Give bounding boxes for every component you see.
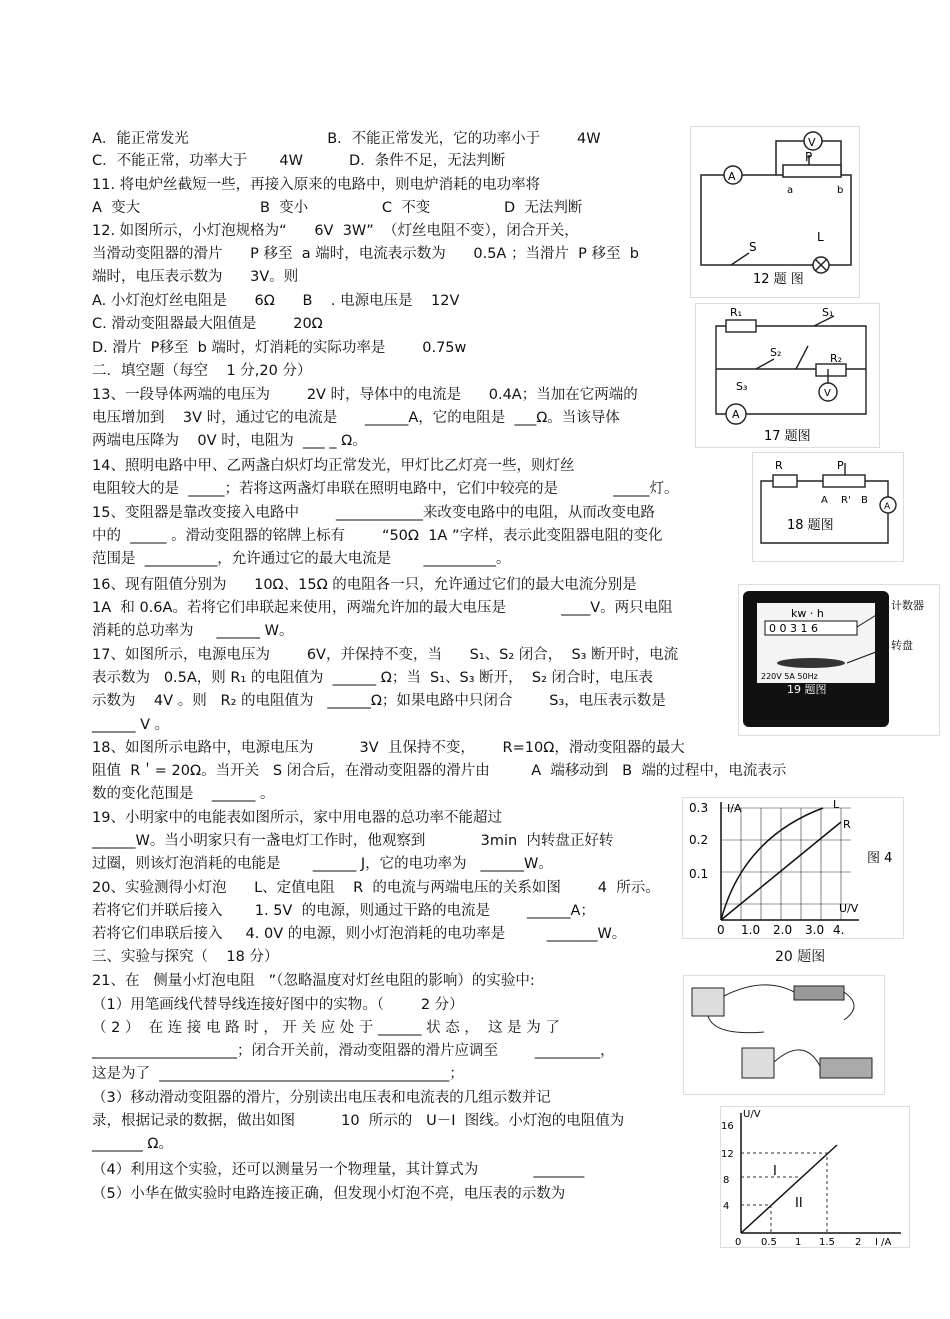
- text-line: ______W。当小明家只有一盏电灯工作时，他观察到 3min 内转盘正好转: [92, 833, 614, 849]
- y-tick: 12: [721, 1149, 734, 1160]
- text-line: 中的 _____ 。滑动变阻器的铭牌上标有 “50Ω 1A ”字样，表示此变阻器电阻的变化: [92, 528, 663, 544]
- figure-20-graph: [682, 797, 904, 939]
- text-line: （5）小华在做实验时电路连接正确，但发现小灯泡不亮，电压表的示数为: [92, 1186, 566, 1202]
- text-line: 端时，电压表示数为 3V。则: [92, 269, 299, 285]
- y-axis-label: I/A: [727, 802, 742, 815]
- x-tick: 3.0: [805, 923, 825, 937]
- series-l-label: L: [833, 798, 840, 811]
- figure-caption: 12 题 图: [753, 272, 804, 287]
- text-line: （4）利用这个实验，还可以测量另一个物理量，其计算式为 _______: [92, 1162, 585, 1178]
- region-i-label: I: [773, 1164, 777, 1179]
- r2-label: R₂: [830, 352, 843, 365]
- text-line: ______ V 。: [92, 717, 170, 733]
- y-tick: 0.2: [689, 833, 709, 847]
- s2-label: S₂: [770, 346, 782, 359]
- voltmeter-label: V: [808, 136, 816, 149]
- text-line: 三、实验与探究（ 18 分）: [92, 949, 279, 965]
- y-tick: 0.3: [689, 801, 709, 815]
- y-tick: 16: [721, 1121, 734, 1132]
- meter-spec: 220V 5A 50Hz: [761, 672, 818, 681]
- x-axis-label: U/V: [839, 902, 859, 915]
- y-tick: 8: [723, 1175, 730, 1186]
- text-line: 14、照明电路中甲、乙两盏白炽灯均正常发光，甲灯比乙灯亮一些，则灯丝: [92, 458, 575, 474]
- text-line: 数的变化范围是 ______ 。: [92, 786, 275, 802]
- lamp-label: L: [817, 230, 824, 244]
- text-line: 若将它们并联后接入 1. 5V 的电源，则通过干路的电流是 ______A；: [92, 903, 595, 919]
- x-tick: 0: [717, 923, 725, 937]
- text-line: 录，根据记录的数据，做出如图 10 所示的 U－I 图线。小灯泡的电阻值为: [92, 1113, 625, 1129]
- rheostat-label: R': [841, 495, 851, 506]
- text-line: 表示数为 0.5A，则 R₁ 的电阻值为 ______ Ω；当 S₁、S₃ 断开， S₂ 闭合时，电压表: [92, 670, 654, 686]
- circuit-diagram-17: [696, 304, 879, 447]
- text-line: 19、小明家中的电能表如图所示，家中用电器的总功率不能超过: [92, 810, 502, 826]
- text-line: 二．填空题（每空 1 分,20 分）: [92, 363, 312, 379]
- end-b-label: b: [837, 185, 844, 196]
- figure-ui-graph: [720, 1106, 910, 1248]
- voltmeter-label: V: [824, 388, 831, 399]
- x-tick: 1.0: [741, 923, 761, 937]
- ammeter-label: A: [884, 502, 891, 512]
- y-tick: 0.1: [689, 867, 709, 881]
- text-line: A 变大 B 变小 C 不变 D 无法判断: [92, 200, 583, 216]
- text-line: ____________________；闭合开关前，滑动变阻器的滑片应调至 _________，: [92, 1043, 615, 1059]
- r-label: R: [775, 459, 783, 472]
- text-line: 电阻较大的是 _____；若将这两盏灯串联在照明电路中，它们中较亮的是 _____灯。: [92, 481, 679, 497]
- counter-label: 计数器: [891, 599, 924, 612]
- text-line: A．能正常发光 B．不能正常发光，它的功率小于 4W: [92, 131, 601, 147]
- figure-17-circuit: [695, 303, 880, 448]
- text-line: 这是为了 ________________________________________；: [92, 1066, 464, 1082]
- unit-label: kw · h: [791, 607, 824, 620]
- x-tick: 1.5: [819, 1237, 835, 1247]
- y-tick: 4: [723, 1201, 730, 1212]
- text-line: C. 滑动变阻器最大阻值是 20Ω: [92, 316, 323, 332]
- text-line: 电压增加到 3V 时，通过它的电流是 ______A，它的电阻是 ___Ω。当该导体: [92, 410, 620, 426]
- x-tick: 0: [735, 1237, 742, 1247]
- text-line: 1A 和 0.6A。若将它们串联起来使用，两端允许加的最大电压是 ____V。两只电阻: [92, 600, 673, 616]
- region-ii-label: II: [795, 1196, 803, 1211]
- apparatus-image: [684, 976, 884, 1094]
- text-line: （3）移动滑动变阻器的滑片，分别读出电压表和电流表的几组示数并记: [92, 1090, 551, 1106]
- text-line: 12. 如图所示，小灯泡规格为“ 6V 3W” （灯丝电阻不变），闭合开关，: [92, 223, 579, 239]
- s1-label: S₁: [822, 306, 834, 319]
- ammeter-label: A: [728, 170, 736, 183]
- figure-19-meter: [738, 584, 940, 736]
- slider-label: P: [837, 459, 844, 472]
- text-line: 当滑动变阻器的滑片 P 移至 a 端时，电流表示数为 0.5A ；当滑片 P 移至 b: [92, 246, 639, 262]
- end-a-label: a: [787, 185, 794, 196]
- text-line: 20、实验测得小灯泡 L、定值电阻 R 的电流与两端电压的关系如图 4 所示。: [92, 880, 660, 896]
- x-axis-label: I /A: [875, 1237, 892, 1247]
- s3-label: S₃: [736, 380, 748, 393]
- end-b-label: B: [861, 495, 868, 506]
- x-tick: 4.: [833, 923, 845, 937]
- figure-title: 图 4: [867, 851, 893, 866]
- counter-digits: 0 0 3 1 6: [769, 622, 818, 635]
- text-line: 阻值 R＇= 20Ω。当开关 S 闭合后，在滑动变阻器的滑片由 A 端移动到 B 端的过程中，电流表示: [92, 763, 787, 779]
- circuit-diagram-12: [691, 127, 859, 297]
- energy-meter-image: [739, 585, 939, 735]
- text-line: 17、如图所示，电源电压为 6V，并保持不变，当 S₁、S₂ 闭合， S₃ 断开时，电流: [92, 647, 679, 663]
- switch-label: S: [749, 240, 757, 254]
- text-line: 13、一段导体两端的电压为 2V 时，导体中的电流是 0.4A；当加在它两端的: [92, 387, 638, 403]
- text-line: 范围是 __________，允许通过它的最大电流是 __________。: [92, 551, 511, 567]
- text-line: A. 小灯泡灯丝电阻是 6Ω B . 电源电压是 12V: [92, 293, 460, 309]
- r1-label: R₁: [730, 306, 743, 319]
- text-line: 11. 将电炉丝截短一些，再接入原来的电路中，则电炉消耗的电功率将: [92, 177, 541, 193]
- text-line: 18、如图所示电路中，电源电压为 3V 且保持不变， R=10Ω，滑动变阻器的最大: [92, 740, 685, 756]
- end-a-label: A: [821, 495, 828, 506]
- circuit-diagram-18: [753, 453, 903, 561]
- figure-caption: 17 题图: [764, 429, 811, 444]
- text-line: 消耗的总功率为 ______ W。: [92, 623, 294, 639]
- text-line: D. 滑片 P移至 b 端时，灯消耗的实际功率是 0.75w: [92, 340, 467, 356]
- text-line: 过圈，则该灯泡消耗的电能是 ______ J，它的电功率为 ______W。: [92, 856, 553, 872]
- text-line: C．不能正常，功率大于 4W D．条件不足，无法判断: [92, 153, 506, 169]
- text-line: 示数为 4V 。则 R₂ 的电阻值为 ______Ω；如果电路中只闭合 S₃，电压表示数是: [92, 693, 666, 709]
- text-line: 16、现有阻值分别为 10Ω、15Ω 的电阻各一只，允许通过它们的最大电流分别是: [92, 577, 637, 593]
- y-axis-label: U/V: [743, 1109, 761, 1120]
- figure-caption: 19 题图: [787, 683, 827, 696]
- slider-label: P: [805, 150, 813, 164]
- x-tick: 2: [855, 1237, 862, 1247]
- iv-graph: [683, 798, 903, 938]
- text-line: _______ Ω。: [92, 1136, 173, 1152]
- series-r-label: R: [843, 818, 851, 831]
- figure-caption: 18 题图: [787, 518, 834, 533]
- text-line: 两端电压降为 0V 时，电阻为 ___ _ Ω。: [92, 433, 367, 449]
- text-line: 若将它们串联后接入 4. 0V 的电源，则小灯泡消耗的电功率是 _______W。: [92, 926, 627, 942]
- figure-12-circuit: [690, 126, 860, 298]
- ui-graph: [721, 1107, 909, 1247]
- x-tick: 0.5: [761, 1237, 777, 1247]
- figure-21-apparatus: [683, 975, 885, 1095]
- disk-label: 转盘: [891, 639, 913, 652]
- figure-18-circuit: [752, 452, 904, 562]
- x-tick: 1: [795, 1237, 802, 1247]
- figure-20-caption: 20 题图: [775, 949, 826, 965]
- x-tick: 2.0: [773, 923, 793, 937]
- ammeter-label: A: [732, 408, 740, 421]
- text-line: 21、在 侧量小灯泡电阻 ”（忽略温度对灯丝电阻的影响）的实验中:: [92, 973, 535, 989]
- text-line: 15、变阻器是靠改变接入电路中 ____________来改变电路中的电阻，从而改变电路: [92, 505, 655, 521]
- text-line: （1）用笔画线代替导线连接好图中的实物。（ 2 分）: [92, 997, 464, 1013]
- text-line: （ 2 ） 在 连 接 电 路 时 ， 开 关 应 处 于 ______ 状 态 ， 这 是 为 了: [92, 1020, 560, 1036]
